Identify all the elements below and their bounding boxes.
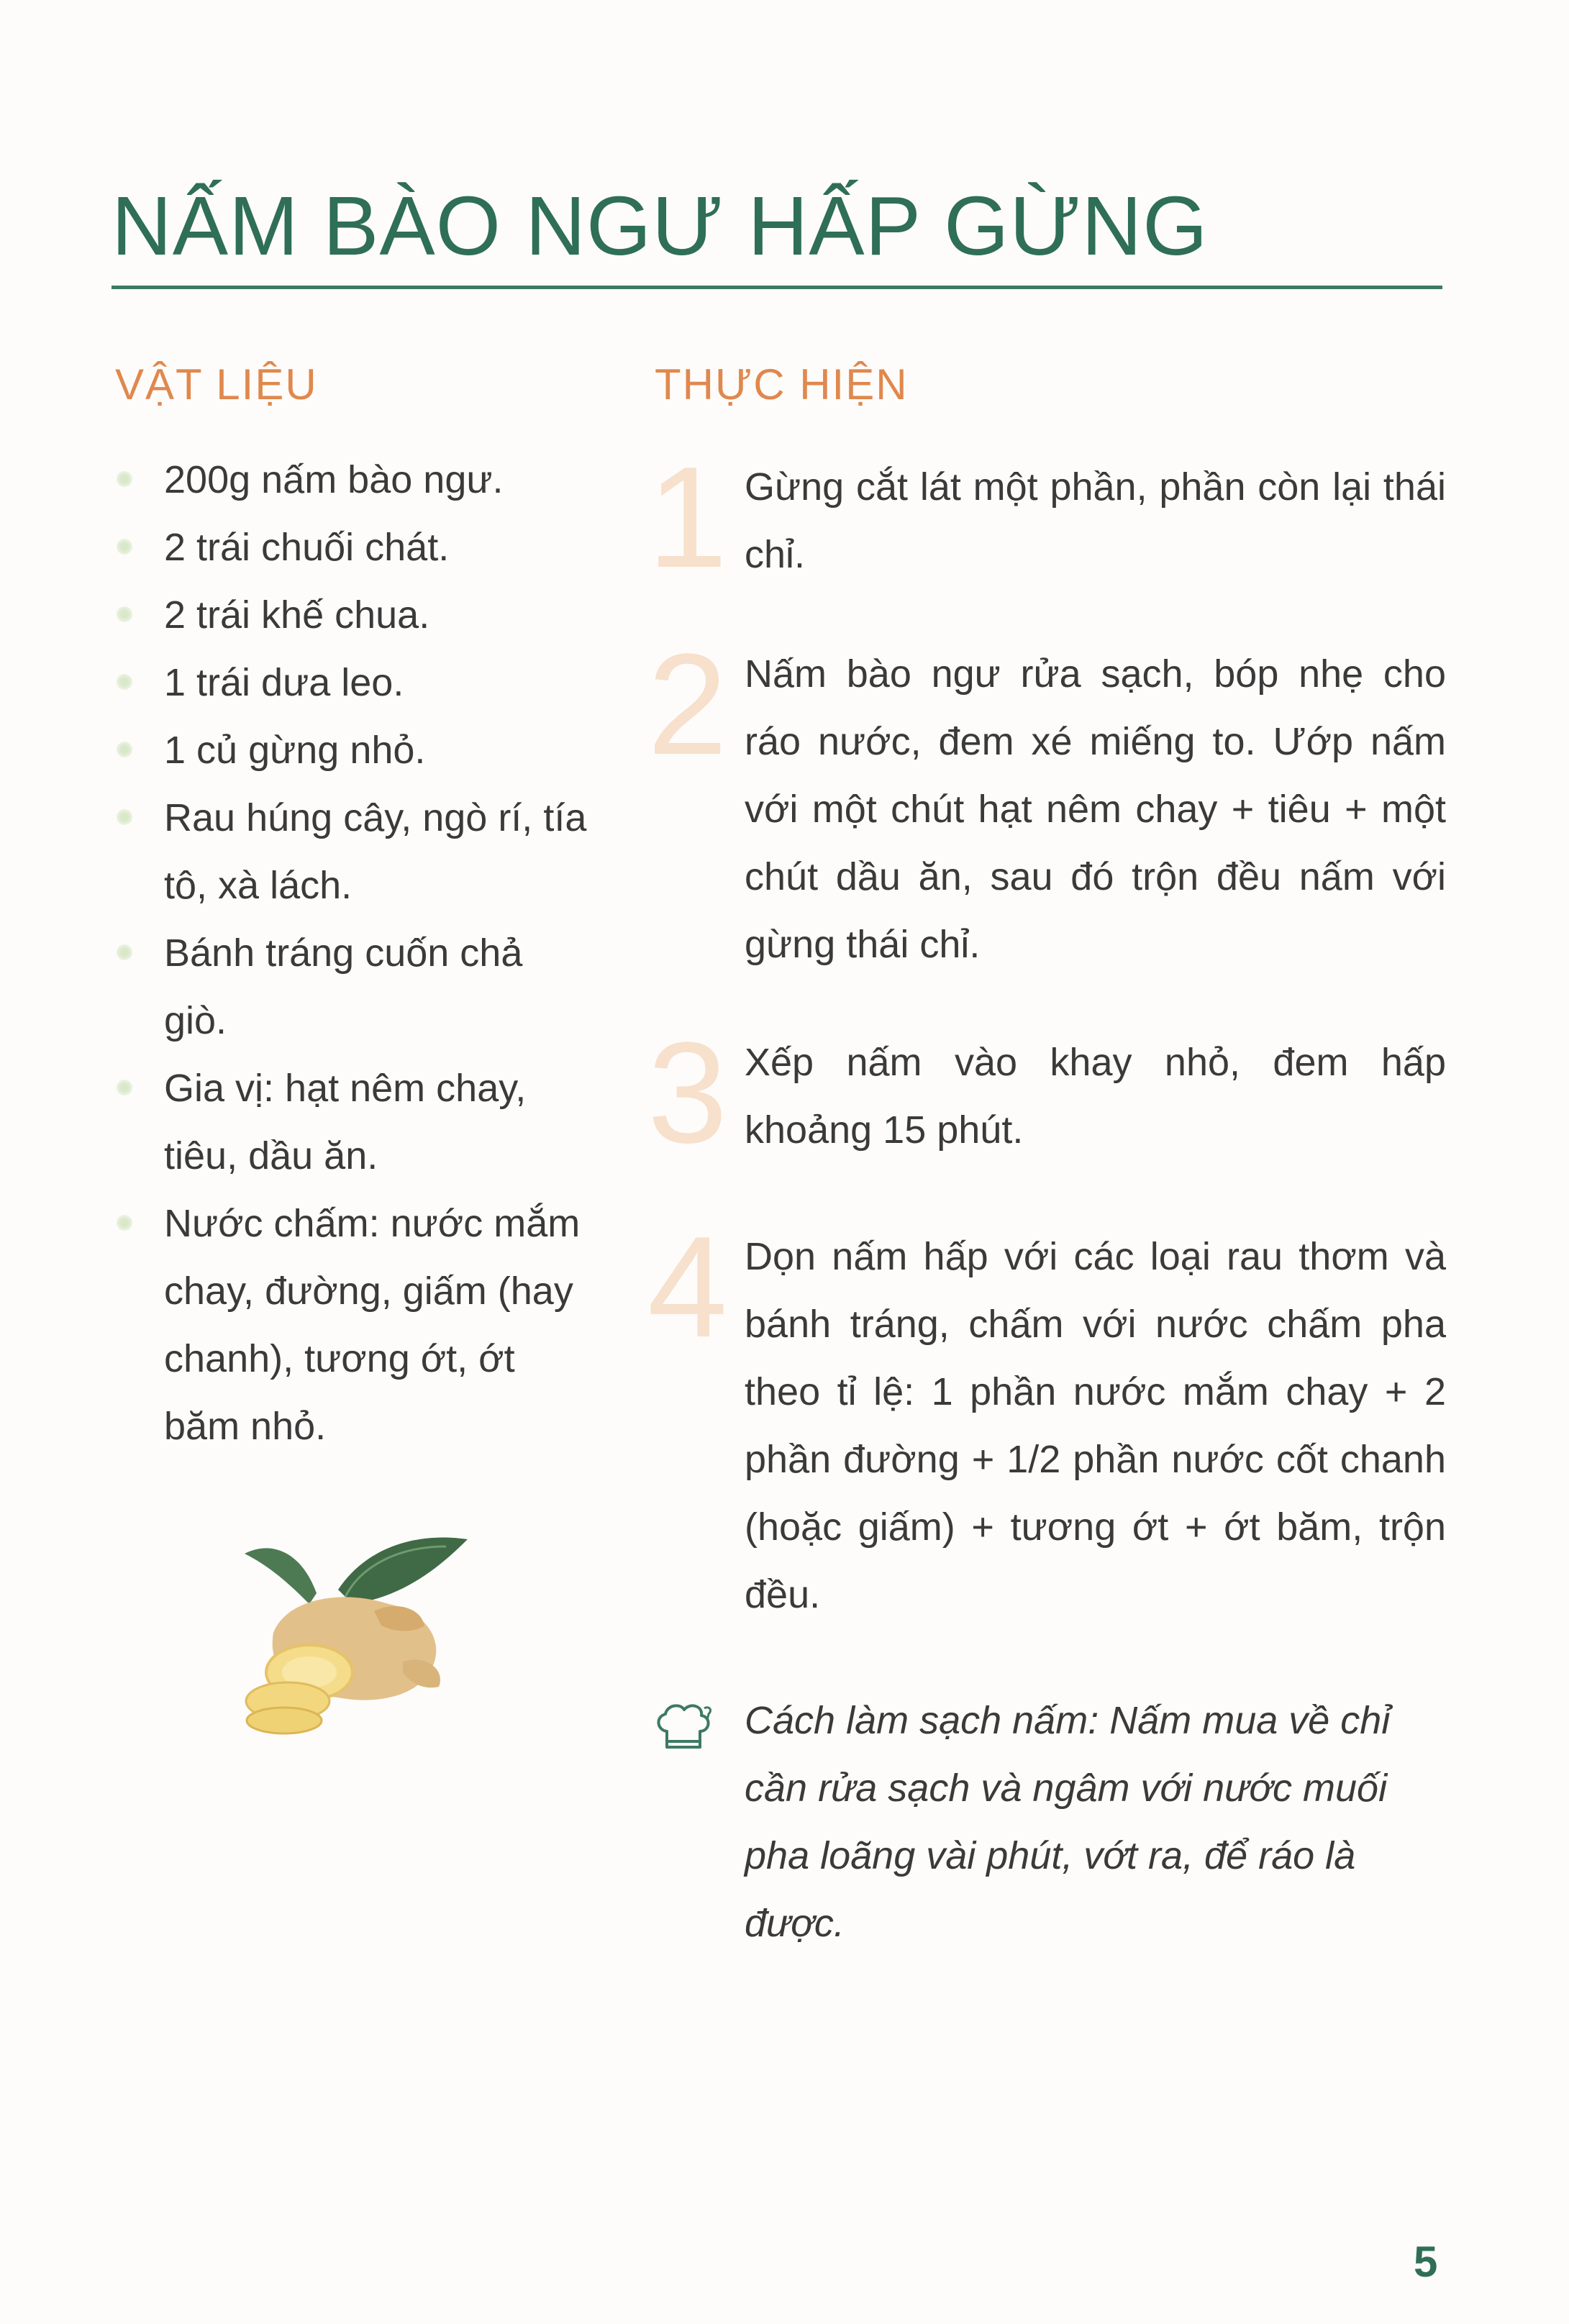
ingredients-heading: VẬT LIỆU <box>115 360 318 409</box>
step-number: 2 <box>647 624 728 785</box>
tip-text: Cách làm sạch nấm: Nấm mua về chỉ cần rửa sạch và ngâm với nước muối pha loãng vài phút, vớt ra, để ráo là được. <box>745 1699 1391 1945</box>
bullet-dot-icon <box>117 742 132 757</box>
step-text: Gừng cắt lát một phần, phần còn lại thái chỉ. <box>745 465 1446 576</box>
list-item: 1 trái dưa leo. <box>115 649 590 716</box>
bullet-dot-icon <box>117 809 132 825</box>
list-item: 2 trái chuối chát. <box>115 514 590 581</box>
bullet-dot-icon <box>117 674 132 690</box>
list-item: Rau húng cây, ngò rí, tía tô, xà lách. <box>115 784 590 919</box>
bullet-dot-icon <box>117 606 132 622</box>
list-item: 200g nấm bào ngư. <box>115 446 590 514</box>
list-item: 2 trái khế chua. <box>115 581 590 649</box>
step-text: Xếp nấm vào khay nhỏ, đem hấp khoảng 15 phút. <box>745 1041 1446 1152</box>
step-number: 3 <box>647 1013 728 1173</box>
list-item: Nước chấm: nước mắm chay, đường, giấm (hay chanh), tương ớt, ớt băm nhỏ. <box>115 1190 590 1460</box>
steps-heading: THỰC HIỆN <box>655 360 909 409</box>
ingredients-list <box>115 446 590 1460</box>
step-number: 1 <box>647 437 728 598</box>
bullet-dot-icon <box>117 944 132 960</box>
step-text: Nấm bào ngư rửa sạch, bóp nhẹ cho ráo nước, đem xé miếng to. Ướp nấm với một chút hạt nêm chay + tiêu + một chút dầu ăn, sau đó trộn đều nấm với gừng thái chỉ. <box>745 652 1446 966</box>
page-title: NẤM BÀO NGƯ HẤP GỪNG <box>112 179 1209 273</box>
title-underline <box>112 286 1442 289</box>
step-number: 4 <box>647 1207 728 1367</box>
step-text: Dọn nấm hấp với các loại rau thơm và bánh tráng, chấm với nước chấm pha theo tỉ lệ: 1 phần nước mắm chay + 2 phần đường + 1/2 phần nước cốt chanh (hoặc giấm) + tương ớt + ớt băm, trộn đều. <box>745 1235 1446 1616</box>
list-item: 1 củ gừng nhỏ. <box>115 716 590 784</box>
list-item: Bánh tráng cuốn chả giò. <box>115 919 590 1054</box>
bullet-dot-icon <box>117 1215 132 1231</box>
page-number: 5 <box>1414 2238 1438 2286</box>
bullet-dot-icon <box>117 1080 132 1095</box>
list-item: Gia vị: hạt nêm chay, tiêu, dầu ăn. <box>115 1054 590 1190</box>
bullet-dot-icon <box>117 539 132 555</box>
ginger-illustration <box>230 1525 489 1741</box>
chef-hat-icon <box>651 1700 716 1757</box>
bullet-dot-icon <box>117 471 132 487</box>
